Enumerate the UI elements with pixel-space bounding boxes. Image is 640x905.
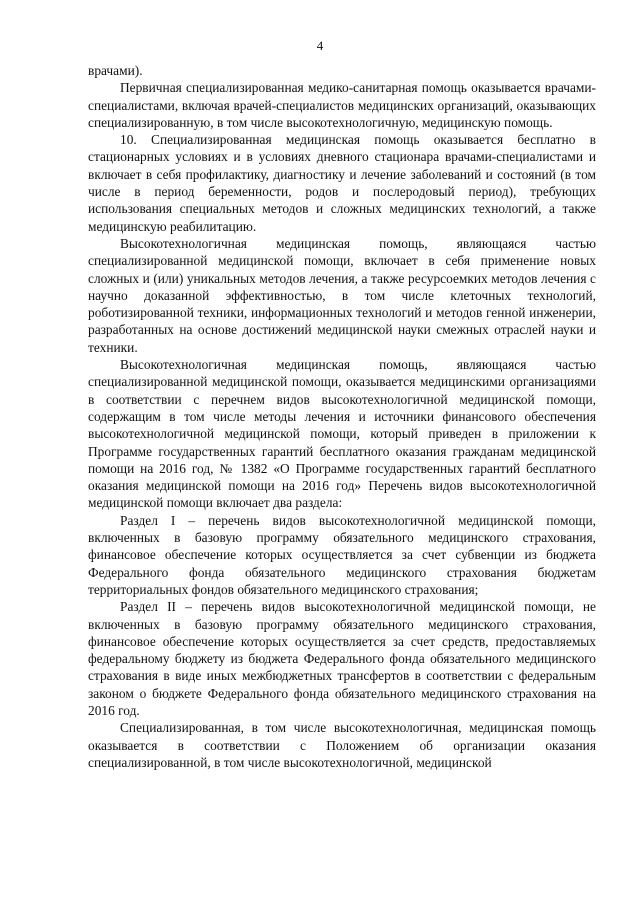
paragraph-item-10: 10. Специализированная медицинская помощь оказывается бесплатно в стационарных условиях и в условиях дневного стационара врачами-специалистами и включает в себя профилактику, диагностику и лечение заболеваний и состояний (в том числе в период беременности, родов и послеродовый период), требующих использования специальных методов и сложных медицинских технологий, а также медицинскую реабилитацию. (88, 132, 596, 234)
paragraph-high-tech-definition: Высокотехнологичная медицинская помощь, являющаяся частью специализированной медицинской помощи, включает в себя применение новых сложных и (или) уникальных методов лечения, а также ресурсоемких методов лечения с научно доказанной эффективностью, в том числе клеточных технологий, роботизированной техники, информационных технологий и методов генной инженерии, разработанных на основе достижений медицинской науки смежных отраслей науки и техники. (88, 235, 596, 355)
paragraph-primary-care: Первичная специализированная медико-санитарная помощь оказывается врачами-специалистами, включая врачей-специалистов медицинских организаций, оказывающих специализированную, в том числе высокотехнологичную, медицинскую помощь. (88, 80, 596, 130)
paragraph-regulation: Специализированная, в том числе высокотехнологичная, медицинская помощь оказывается в соответствии с Положением об организации оказания специализированной, в том числе высокотехнологичной, медицинской (88, 720, 596, 770)
paragraph-section-1: Раздел I – перечень видов высокотехнологичной медицинской помощи, включенных в базовую программу обязательного медицинского страхования, финансовое обеспечение которых осуществляется за счет субвенции из бюджета Федерального фонда обязательного медицинского страхования бюджетам территориальных фондов обязательного медицинского страхования; (88, 512, 596, 597)
document-body (88, 62, 596, 771)
paragraph-high-tech-list: Высокотехнологичная медицинская помощь, являющаяся частью специализированной медицинской помощи, оказывается медицинскими организациями в соответствии с перечнем видов высокотехнологичной медицинской помощи, содержащим в том числе методы лечения и источники финансового обеспечения высокотехнологичной медицинской помощи, который приведен в приложении к Программе государственных гарантий бесплатного оказания гражданам медицинской помощи на 2016 год, № 1382 «О Программе государственных гарантий бесплатного оказания медицинской помощи на 2016 год» Перечень видов высокотехнологичной медицинской помощи включает два раздела: (88, 357, 596, 511)
paragraph-section-2: Раздел II – перечень видов высокотехнологичной медицинской помощи, не включенных в базовую программу обязательного медицинского страхования, финансовое обеспечение которых осуществляется за счет средств, предоставляемых федеральному бюджету из бюджета Федерального фонда обязательного медицинского страхования в виде иных межбюджетных трансфертов в соответствии с федеральным законом о бюджете Федерального фонда обязательного медицинского страхования на 2016 год. (88, 599, 596, 718)
page-number: 4 (316, 38, 324, 53)
paragraph-continuation: врачами). (88, 63, 143, 78)
